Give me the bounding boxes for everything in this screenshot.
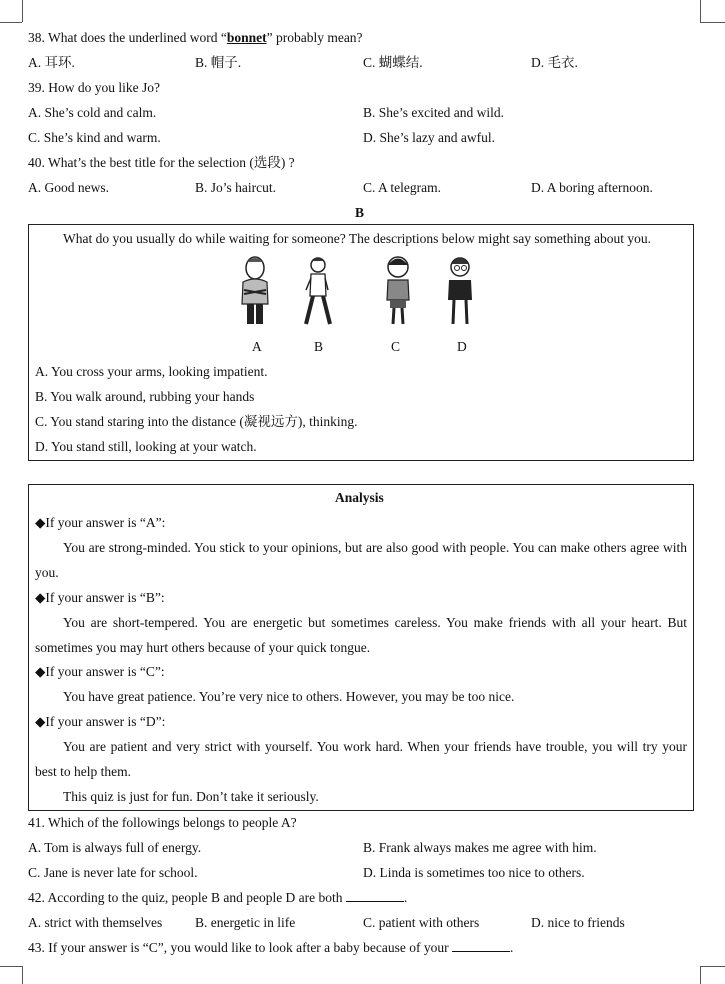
description-d: D. You stand still, looking at your watch. [35, 439, 257, 454]
crop-mark-bottom-left [0, 966, 22, 967]
question-43-stem [28, 939, 513, 957]
analysis-note: This quiz is just for fun. Don’t take it seriously. [63, 789, 319, 804]
figure-b-person-walking [298, 256, 340, 328]
option-39-c: C. She’s kind and warm. [28, 130, 161, 145]
stem-text: 43. If your answer is “C”, you would like to look after a baby because of your [28, 940, 449, 955]
analysis-head-d: ◆If your answer is “D”: [35, 714, 166, 729]
figure-c-person-staring [378, 256, 418, 328]
option-38-d: D. 毛衣. [531, 55, 578, 70]
option-42-c: C. patient with others [363, 915, 480, 930]
crop-mark-top-right-v [700, 0, 701, 22]
analysis-title: Analysis [335, 490, 384, 505]
option-38-b: B. 帽子. [195, 55, 242, 70]
option-41-c: C. Jane is never late for school. [28, 865, 198, 880]
question-40-stem: 40. What’s the best title for the selection (选段) ? [28, 155, 295, 170]
option-39-b: B. She’s excited and wild. [363, 105, 504, 120]
crop-mark-top-left [0, 22, 22, 23]
option-39-d: D. She’s lazy and awful. [363, 130, 495, 145]
figure-label-b: B [314, 339, 324, 354]
stem-end: . [403, 890, 408, 905]
figure-label-d: D [457, 339, 467, 354]
question-42-stem [28, 889, 407, 907]
analysis-text-a [35, 535, 687, 585]
option-40-d: D. A boring afternoon. [531, 180, 653, 195]
answer-blank [346, 889, 404, 902]
analysis-head-c: ◆If your answer is “C”: [35, 664, 165, 679]
crop-mark-top-left-v [22, 0, 23, 22]
figure-d-person-watch [440, 256, 480, 328]
option-41-d: D. Linda is sometimes too nice to others. [363, 865, 585, 880]
description-c: C. You stand staring into the distance (凝视远方), thinking. [35, 414, 358, 429]
analysis-text-b-body: You are short-tempered. You are energetic but sometimes careless. You make friends with all your heart. But sometimes you may hurt others because of your quick tongue. [35, 615, 687, 655]
option-40-c: C. A telegram. [363, 180, 441, 195]
option-41-a: A. Tom is always full of energy. [28, 840, 202, 855]
option-42-d: D. nice to friends [531, 915, 625, 930]
underlined-word: bonnet [226, 30, 267, 45]
question-38-stem [28, 29, 363, 47]
section-heading: B [355, 205, 365, 220]
stem-end: . [510, 940, 514, 955]
figure-a-person-arms-crossed [235, 256, 275, 328]
quiz-intro: What do you usually do while waiting for someone? The descriptions below might say something about you. [63, 231, 652, 246]
analysis-text-d [35, 734, 687, 784]
option-42-a: A. strict with themselves [28, 915, 163, 930]
stem-text: 42. According to the quiz, people B and people D are both [28, 890, 343, 905]
crop-mark-bottom-left-v [22, 966, 23, 984]
description-b: B. You walk around, rubbing your hands [35, 389, 255, 404]
answer-blank [452, 939, 510, 952]
analysis-text-d-body: You are patient and very strict with yourself. You work hard. When your friends have trouble, you will try your best to help them. [35, 739, 687, 779]
option-40-b: B. Jo’s haircut. [195, 180, 276, 195]
option-38-c: C. 蝴蝶结. [363, 55, 423, 70]
analysis-head-a: ◆If your answer is “A”: [35, 515, 166, 530]
question-39-stem: 39. How do you like Jo? [28, 80, 160, 95]
analysis-head-b: ◆If your answer is “B”: [35, 590, 165, 605]
stem-text: 38. What does the underlined word “ [28, 30, 227, 45]
analysis-text-c-body: You have great patience. You’re very nice to others. However, you may be too nice. [63, 689, 515, 704]
option-41-b: B. Frank always makes me agree with him. [363, 840, 597, 855]
option-42-b: B. energetic in life [195, 915, 296, 930]
option-40-a: A. Good news. [28, 180, 109, 195]
option-39-a: A. She’s cold and calm. [28, 105, 157, 120]
option-38-a: A. 耳环. [28, 55, 75, 70]
crop-mark-bottom-right [700, 966, 725, 967]
analysis-text-b [35, 610, 687, 660]
description-a: A. You cross your arms, looking impatient. [35, 364, 268, 379]
figure-label-c: C [391, 339, 401, 354]
analysis-text-c [35, 684, 687, 709]
question-41-stem: 41. Which of the followings belongs to people A? [28, 815, 297, 830]
crop-mark-top-right [700, 22, 725, 23]
crop-mark-bottom-right-v [700, 966, 701, 984]
figure-label-a: A [252, 339, 262, 354]
analysis-text-a-body: You are strong-minded. You stick to your opinions, but are also good with people. You can make others agree with you. [35, 540, 687, 580]
stem-text-end: ” probably mean? [266, 30, 363, 45]
